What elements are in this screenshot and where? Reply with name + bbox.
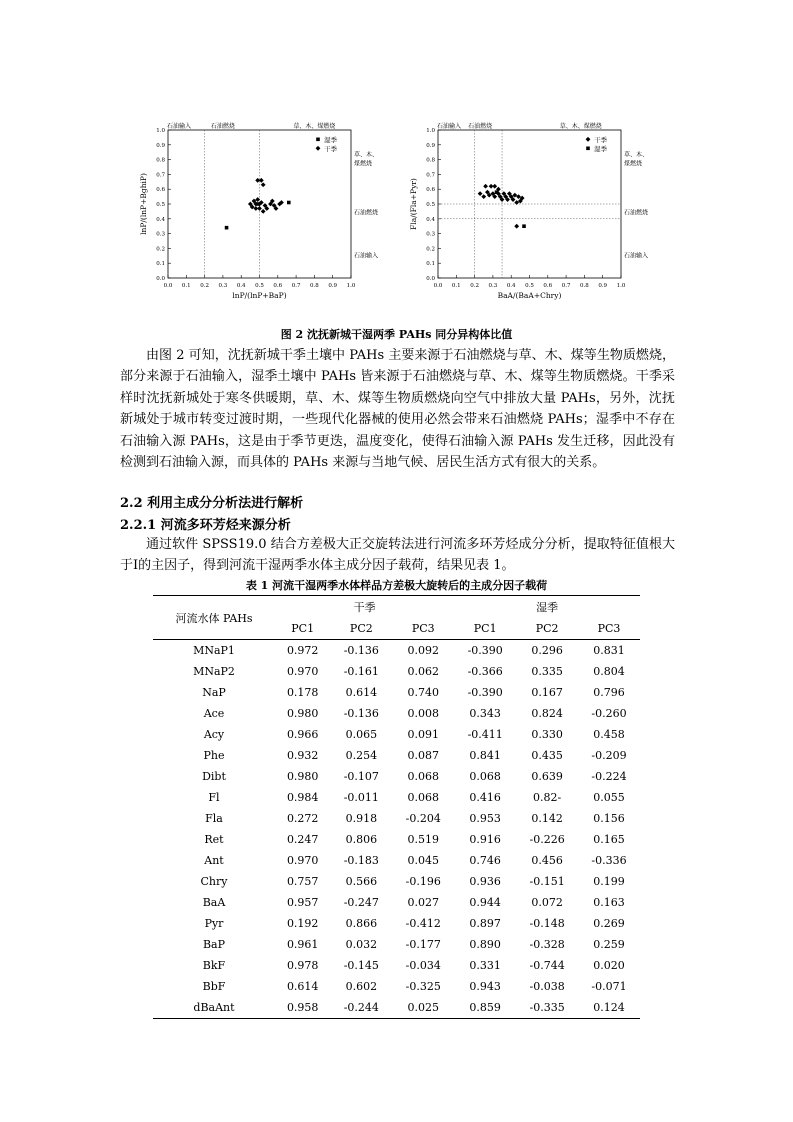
- top-region-label: 石油燃烧: [468, 123, 493, 130]
- y-tick-label: 1.0: [156, 128, 165, 134]
- table-cell: 0.156: [593, 812, 625, 825]
- top-region-label: 草、木、煤燃烧: [293, 123, 336, 130]
- table-cell: -0.412: [405, 917, 441, 930]
- row-label: Phe: [203, 749, 225, 762]
- x-tick-label: 0.3: [218, 283, 228, 289]
- table-row: [153, 871, 640, 892]
- x-tick-label: 0.7: [561, 283, 571, 289]
- y-tick-label: 1.0: [426, 128, 435, 134]
- top-region-label: 草、木、煤燃烧: [559, 123, 602, 130]
- table-cell: 0.978: [286, 959, 319, 972]
- group-dry-header: 干季: [275, 596, 454, 619]
- y-tick-label: 0.7: [426, 172, 435, 179]
- table-cell: 0.824: [531, 707, 563, 720]
- row-label: Ret: [204, 833, 224, 846]
- table-cell: 0.330: [531, 728, 563, 741]
- group-wet-header: 湿季: [454, 596, 640, 619]
- table-cell: 0.091: [407, 728, 439, 741]
- table-cell: -0.260: [591, 707, 627, 720]
- table-cell: 0.897: [469, 917, 501, 930]
- right-region-label: 石油输入: [624, 252, 649, 260]
- table-cell: -0.161: [343, 665, 379, 678]
- table-cell: 0.045: [407, 854, 439, 867]
- table-cell: 0.970: [286, 854, 319, 867]
- x-tick-label: 0.0: [163, 283, 173, 289]
- x-tick-label: 0.3: [488, 283, 498, 289]
- table-cell: -0.411: [467, 728, 503, 741]
- table-cell: 0.970: [286, 665, 319, 678]
- table-cell: 0.027: [407, 896, 439, 909]
- table-cell: -0.183: [343, 854, 379, 867]
- table-cell: 0.124: [593, 1001, 625, 1014]
- top-region-label: 石油输入: [436, 123, 461, 130]
- y-tick-label: 0.8: [426, 157, 435, 164]
- table-row: [153, 997, 640, 1019]
- table-row: [153, 892, 640, 913]
- table-cell: 0.757: [286, 875, 319, 888]
- x-tick-label: 0.9: [328, 283, 338, 289]
- y-tick-label: 0.3: [426, 231, 435, 238]
- table-row: [153, 766, 640, 787]
- row-label: BkF: [202, 959, 226, 972]
- table-cell: -0.148: [529, 917, 565, 930]
- row-label: Ant: [204, 854, 224, 867]
- table-cell: 0.032: [345, 938, 378, 951]
- x-tick-label: 1.0: [346, 283, 356, 289]
- table-cell: 0.055: [593, 791, 625, 804]
- x-axis-label: BaA/(BaA+Chry): [497, 291, 562, 300]
- table-row: [153, 640, 640, 662]
- row-header: 河流水体 PAHs: [153, 596, 275, 640]
- table-cell: -0.244: [343, 1001, 379, 1014]
- table-cell: -0.151: [529, 875, 565, 888]
- data-point-diamond: [483, 184, 488, 189]
- data-point-diamond: [478, 191, 483, 196]
- paragraph-discussion: 由图 2 可知，沈抚新城干季土壤中 PAHs 主要来源于石油燃烧与草、木、煤等生物质燃烧，部分来源于石油输入，湿季土壤中 PAHs 皆来源于石油燃烧与草、木、煤等生物质燃烧。干季采样时沈抚新城处于寒冬供暖期，草、木、煤等生物质燃烧向空气中排放大量 PAHs，另外，沈抚新城处于城市转变过渡时期，一些现代化器械的使用必然会带来石油燃烧 PAHs；湿季中不存在石油输入源 PAHs，这是由于季节更迭，温度变化，使得石油输入源 PAHs 发生迁移，因此没有检测到石油输入源，而具体的 PAHs 来源与当地气候、居民生活方式有很大的关系。: [120, 348, 675, 471]
- table-row: [153, 955, 640, 976]
- table-cell: -0.390: [467, 686, 503, 699]
- section-heading-2-2-1: 2.2.1 河流多环芳烃来源分析: [120, 518, 291, 533]
- table-cell: 0.804: [593, 665, 625, 678]
- table-cell: 0.961: [286, 938, 319, 951]
- table-cell: 0.254: [345, 749, 378, 762]
- table-row: [153, 913, 640, 934]
- table-cell: 0.841: [469, 749, 501, 762]
- table-cell: 0.958: [286, 1001, 319, 1014]
- table-cell: 0.025: [407, 1001, 439, 1014]
- x-tick-label: 0.8: [310, 283, 319, 289]
- table-cell: -0.209: [591, 749, 627, 762]
- row-label: dBaAnt: [193, 1001, 235, 1014]
- x-tick-label: 0.6: [273, 283, 283, 289]
- table-cell: 0.092: [407, 644, 439, 657]
- column-header: PC2: [330, 618, 392, 640]
- table-cell: -0.335: [529, 1001, 565, 1014]
- row-label: Fl: [208, 791, 220, 804]
- table-cell: 0.142: [531, 812, 563, 825]
- table-cell: 0.957: [286, 896, 319, 909]
- table-cell: 0.456: [531, 854, 563, 867]
- y-tick-label: 0.4: [426, 216, 435, 223]
- table-cell: 0.072: [531, 896, 563, 909]
- column-header: PC3: [578, 618, 640, 640]
- table-cell: -0.366: [467, 665, 503, 678]
- table-cell: -0.136: [343, 644, 379, 657]
- table-cell: 0.068: [469, 770, 501, 783]
- x-tick-label: 0.4: [236, 283, 246, 289]
- chart-lnp-ratio: [135, 115, 379, 310]
- data-point-square: [287, 201, 291, 205]
- table-cell: 0.796: [593, 686, 625, 699]
- row-label: Acy: [203, 728, 225, 741]
- table-cell: 0.890: [469, 938, 501, 951]
- row-label: Chry: [200, 875, 228, 888]
- data-point-diamond: [261, 182, 266, 187]
- table-cell: -0.136: [343, 707, 379, 720]
- x-tick-label: 1.0: [616, 283, 626, 289]
- right-region-label: 草、木、煤燃烧: [354, 151, 379, 168]
- table-cell: -0.034: [405, 959, 441, 972]
- row-label: Pyr: [204, 917, 224, 930]
- table-cell: 0.165: [593, 833, 625, 846]
- y-tick-label: 0.1: [156, 261, 165, 268]
- table-row: [153, 829, 640, 850]
- table-row: [153, 934, 640, 955]
- table-row: [153, 787, 640, 808]
- row-label: BaP: [202, 938, 226, 951]
- table-cell: -0.038: [529, 980, 565, 993]
- right-region-label: 石油燃烧: [354, 209, 379, 217]
- row-label: Dibt: [202, 770, 226, 783]
- row-label: MNaP1: [193, 644, 235, 657]
- table-cell: 0.068: [407, 791, 439, 804]
- table-cell: 0.614: [286, 980, 319, 993]
- data-point-diamond: [492, 184, 497, 189]
- data-point-diamond: [261, 209, 266, 214]
- table-cell: 0.296: [531, 644, 563, 657]
- table-cell: 0.639: [531, 770, 563, 783]
- y-tick-label: 0.9: [426, 142, 435, 149]
- top-region-label: 石油燃烧: [210, 123, 235, 130]
- legend-marker-square: [316, 138, 320, 142]
- table-cell: 0.458: [593, 728, 625, 741]
- x-tick-label: 0.0: [433, 283, 443, 289]
- table-cell: 0.966: [286, 728, 319, 741]
- table-row: [153, 808, 640, 829]
- table-row: [153, 661, 640, 682]
- table-cell: 0.065: [345, 728, 378, 741]
- x-tick-label: 0.4: [506, 283, 516, 289]
- table-cell: 0.602: [345, 980, 378, 993]
- column-header: PC1: [454, 618, 516, 640]
- legend-label: 湿季: [324, 136, 337, 144]
- table-cell: 0.859: [469, 1001, 501, 1014]
- table-cell: 0.984: [286, 791, 319, 804]
- x-tick-label: 0.9: [598, 283, 608, 289]
- table-cell: 0.918: [345, 812, 378, 825]
- y-tick-label: 0.5: [156, 202, 165, 208]
- x-tick-label: 0.5: [255, 283, 264, 289]
- column-header: PC3: [392, 618, 454, 640]
- table-cell: 0.944: [469, 896, 501, 909]
- y-tick-label: 0.8: [156, 157, 165, 164]
- y-tick-label: 0.7: [156, 172, 165, 179]
- table-row: [153, 976, 640, 997]
- table-cell: 0.746: [469, 854, 501, 867]
- table-cell: -0.177: [405, 938, 441, 951]
- y-tick-label: 0.5: [426, 202, 435, 208]
- legend-label: 湿季: [594, 145, 607, 153]
- right-region-label: 石油输入: [354, 252, 379, 260]
- table-row: [153, 682, 640, 703]
- legend-label: 干季: [324, 145, 337, 153]
- y-tick-label: 0.0: [426, 276, 435, 282]
- table-cell: -0.204: [405, 812, 441, 825]
- table-row: [153, 745, 640, 766]
- y-tick-label: 0.6: [156, 187, 165, 194]
- column-header: PC1: [275, 618, 330, 640]
- table-cell: 0.806: [345, 833, 378, 846]
- table-cell: 0.087: [407, 749, 439, 762]
- table-cell: 0.062: [407, 665, 439, 678]
- table-cell: 0.008: [407, 707, 439, 720]
- x-tick-label: 0.2: [200, 283, 209, 289]
- row-label: Ace: [203, 707, 225, 720]
- figure-caption: 图 2 沈抚新城干湿两季 PAHs 同分异构体比值: [280, 328, 513, 341]
- row-label: MNaP2: [193, 665, 235, 678]
- row-label: Fla: [205, 812, 223, 825]
- right-region-label: 石油燃烧: [624, 209, 649, 217]
- table-cell: 0.980: [286, 707, 319, 720]
- data-point-square: [225, 226, 229, 230]
- table-cell: 0.831: [593, 644, 625, 657]
- y-tick-label: 0.2: [156, 246, 165, 253]
- paragraph-method: 通过软件 SPSS19.0 结合方差极大正交旋转法进行河流多环芳烃成分分析，提取特征值根大于Ⅰ的主因子，得到河流干湿两季水体主成分因子载荷，结果见表 1。: [120, 537, 675, 574]
- data-point-square: [522, 224, 526, 228]
- table-cell: 0.936: [469, 875, 501, 888]
- table-cell: 0.953: [469, 812, 501, 825]
- chart-fla-ratio: [405, 115, 649, 310]
- table-cell: -0.224: [591, 770, 627, 783]
- table-cell: 0.566: [345, 875, 378, 888]
- table-row: [153, 724, 640, 745]
- table-cell: 0.272: [286, 812, 319, 825]
- table-cell: -0.011: [343, 791, 379, 804]
- y-tick-label: 0.9: [156, 142, 165, 149]
- table-cell: 0.259: [593, 938, 625, 951]
- row-label: BbF: [202, 980, 226, 993]
- x-tick-label: 0.5: [525, 283, 534, 289]
- y-tick-label: 0.0: [156, 276, 165, 282]
- table-cell: 0.343: [469, 707, 501, 720]
- table-title: 表 1 河流干湿两季水体样品方差极大旋转后的主成分因子载荷: [245, 579, 548, 592]
- table-cell: 0.163: [593, 896, 625, 909]
- table-cell: -0.247: [343, 896, 379, 909]
- table-cell: 0.335: [531, 665, 563, 678]
- table-cell: -0.325: [405, 980, 441, 993]
- table-row: [153, 850, 640, 871]
- table-cell: 0.167: [531, 686, 563, 699]
- table-cell: 0.068: [407, 770, 439, 783]
- y-tick-label: 0.1: [426, 261, 435, 268]
- legend-marker-diamond: [586, 137, 591, 142]
- table-cell: 0.519: [407, 833, 439, 846]
- data-point-diamond: [481, 194, 486, 199]
- table-cell: 0.82-: [532, 791, 562, 804]
- table-cell: 0.247: [286, 833, 319, 846]
- table-cell: -0.071: [591, 980, 627, 993]
- table-cell: 0.943: [469, 980, 501, 993]
- section-heading-2-2: 2.2 利用主成分分析法进行解析: [120, 496, 304, 511]
- column-header: PC2: [516, 618, 578, 640]
- table-cell: 0.614: [345, 686, 378, 699]
- table-cell: -0.107: [343, 770, 379, 783]
- table-cell: 0.020: [593, 959, 625, 972]
- table-cell: 0.932: [286, 749, 319, 762]
- y-tick-label: 0.6: [426, 187, 435, 194]
- table-cell: 0.199: [593, 875, 625, 888]
- table-cell: 0.331: [469, 959, 501, 972]
- table-cell: 0.192: [286, 917, 319, 930]
- data-point-diamond: [514, 224, 519, 229]
- table-cell: -0.336: [591, 854, 627, 867]
- y-tick-label: 0.3: [156, 231, 165, 238]
- table-cell: -0.328: [529, 938, 565, 951]
- x-tick-label: 0.2: [470, 283, 479, 289]
- table-cell: 0.178: [286, 686, 319, 699]
- y-axis-label: lnP/(lnP+BghiP): [139, 173, 148, 235]
- x-tick-label: 0.1: [181, 283, 191, 289]
- table-cell: 0.916: [469, 833, 501, 846]
- table-cell: -0.744: [529, 959, 565, 972]
- legend-marker-square: [586, 147, 590, 151]
- data-point-diamond: [257, 206, 262, 211]
- row-label: BaA: [202, 896, 226, 909]
- y-axis-label: Fla/(Fla+Pyr): [409, 178, 418, 230]
- x-tick-label: 0.7: [291, 283, 301, 289]
- x-tick-label: 0.8: [580, 283, 589, 289]
- x-tick-label: 0.6: [543, 283, 553, 289]
- table-cell: 0.972: [286, 644, 319, 657]
- y-tick-label: 0.4: [156, 216, 165, 223]
- x-axis-label: lnP/(lnP+BaP): [232, 291, 287, 300]
- table-cell: 0.435: [531, 749, 563, 762]
- table-cell: 0.980: [286, 770, 319, 783]
- legend-label: 干季: [594, 136, 607, 144]
- y-tick-label: 0.2: [426, 246, 435, 253]
- top-region-label: 石油输入: [166, 123, 191, 130]
- table-cell: 0.416: [469, 791, 501, 804]
- legend-marker-diamond: [316, 146, 321, 151]
- right-region-label: 草、木、煤燃烧: [624, 151, 649, 168]
- table-cell: 0.269: [593, 917, 625, 930]
- table-cell: 0.866: [345, 917, 378, 930]
- table-cell: 0.740: [407, 686, 439, 699]
- table-cell: -0.145: [343, 959, 379, 972]
- table-cell: -0.390: [467, 644, 503, 657]
- table-cell: -0.196: [405, 875, 441, 888]
- table-cell: -0.226: [529, 833, 565, 846]
- row-label: NaP: [202, 686, 226, 699]
- x-tick-label: 0.1: [451, 283, 461, 289]
- table-row: [153, 703, 640, 724]
- factor-loading-table: [153, 595, 640, 1019]
